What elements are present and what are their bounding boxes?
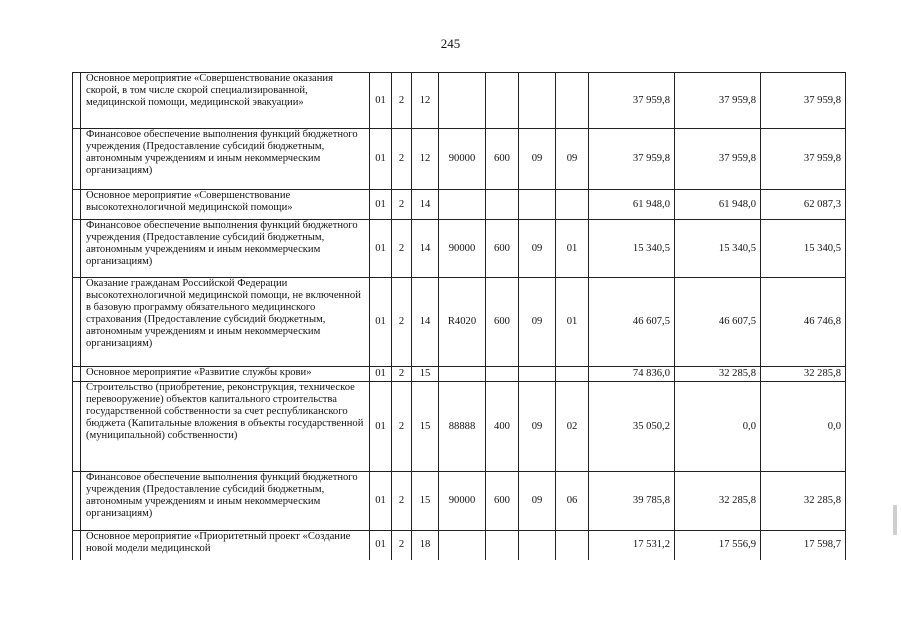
code-cell: 90000 (439, 472, 486, 531)
code-cell (486, 531, 519, 560)
code-cell: 09 (556, 129, 589, 190)
code-cell: 01 (556, 220, 589, 278)
code-cell: 2 (392, 73, 412, 129)
amount-cell: 15 340,5 (761, 220, 846, 278)
code-cell: 88888 (439, 382, 486, 472)
code-cell (519, 367, 556, 382)
description-cell: Оказание гражданам Российской Федерации высокотехнологичной медицинской помощи, не включенной в базовую программу обязательного медицинского страхования (Предоставление субсидий бюджетным, автономным учреждениям и иным некоммерческим организациям) (81, 278, 370, 367)
table-row (73, 382, 846, 472)
code-cell: 2 (392, 129, 412, 190)
code-cell (486, 73, 519, 129)
table-row (73, 278, 846, 367)
page-number: 245 (440, 36, 461, 51)
code-cell (439, 73, 486, 129)
code-cell: 01 (370, 129, 392, 190)
description-cell: Финансовое обеспечение выполнения функций бюджетного учреждения (Предоставление субсидий бюджетным, автономным учреждениям и иным некоммерческим организациям) (81, 220, 370, 278)
table-row (73, 531, 846, 560)
code-cell: 09 (519, 129, 556, 190)
amount-cell: 32 285,8 (761, 472, 846, 531)
margin-cell (73, 367, 81, 382)
code-cell: 2 (392, 531, 412, 560)
code-cell: 2 (392, 278, 412, 367)
table-row (73, 73, 846, 129)
margin-cell (73, 531, 81, 560)
description-cell: Основное мероприятие «Совершенствование высокотехнологичной медицинской помощи» (81, 190, 370, 220)
amount-cell: 37 959,8 (761, 73, 846, 129)
description-cell: Основное мероприятие «Приоритетный проект «Создание новой модели медицинской (81, 531, 370, 560)
amount-cell: 35 050,2 (589, 382, 675, 472)
description-cell: Основное мероприятие «Развитие службы крови» (81, 367, 370, 382)
code-cell: 01 (370, 73, 392, 129)
code-cell: 06 (556, 472, 589, 531)
amount-cell: 32 285,8 (761, 367, 846, 382)
code-cell: 09 (519, 472, 556, 531)
code-cell (519, 531, 556, 560)
description-cell: Финансовое обеспечение выполнения функций бюджетного учреждения (Предоставление субсидий бюджетным, автономным учреждениям и иным некоммерческим организациям) (81, 472, 370, 531)
code-cell (519, 73, 556, 129)
margin-cell (73, 382, 81, 472)
amount-cell: 37 959,8 (675, 73, 761, 129)
code-cell (486, 190, 519, 220)
code-cell: 14 (412, 190, 439, 220)
margin-cell (73, 190, 81, 220)
code-cell: 2 (392, 220, 412, 278)
code-cell (439, 367, 486, 382)
amount-cell: 37 959,8 (675, 129, 761, 190)
amount-cell: 46 746,8 (761, 278, 846, 367)
code-cell: 18 (412, 531, 439, 560)
code-cell: 600 (486, 278, 519, 367)
budget-table (72, 72, 846, 560)
scan-mark (893, 505, 897, 535)
code-cell (486, 367, 519, 382)
margin-cell (73, 129, 81, 190)
code-cell: 01 (370, 382, 392, 472)
code-cell: 400 (486, 382, 519, 472)
amount-cell: 0,0 (675, 382, 761, 472)
code-cell (439, 531, 486, 560)
amount-cell: 17 556,9 (675, 531, 761, 560)
amount-cell: 32 285,8 (675, 367, 761, 382)
amount-cell: 37 959,8 (589, 129, 675, 190)
code-cell: 2 (392, 472, 412, 531)
code-cell: 12 (412, 73, 439, 129)
amount-cell: 61 948,0 (589, 190, 675, 220)
code-cell (556, 531, 589, 560)
amount-cell: 62 087,3 (761, 190, 846, 220)
margin-cell (73, 73, 81, 129)
table-row (73, 190, 846, 220)
code-cell (556, 190, 589, 220)
code-cell: 600 (486, 220, 519, 278)
code-cell: 14 (412, 278, 439, 367)
table-row (73, 220, 846, 278)
margin-cell (73, 278, 81, 367)
code-cell (439, 190, 486, 220)
code-cell: R4020 (439, 278, 486, 367)
code-cell: 2 (392, 382, 412, 472)
amount-cell: 15 340,5 (675, 220, 761, 278)
code-cell (519, 190, 556, 220)
amount-cell: 37 959,8 (589, 73, 675, 129)
amount-cell: 37 959,8 (761, 129, 846, 190)
amount-cell: 17 598,7 (761, 531, 846, 560)
amount-cell: 39 785,8 (589, 472, 675, 531)
table-row (73, 472, 846, 531)
amount-cell: 74 836,0 (589, 367, 675, 382)
code-cell: 600 (486, 472, 519, 531)
code-cell: 15 (412, 382, 439, 472)
code-cell (556, 367, 589, 382)
description-cell: Строительство (приобретение, реконструкция, техническое перевооружение) объектов капитального строительства государственной собственности за счет республиканского бюджета (Капитальные вложения в объекты государственной (муниципальной) собственности) (81, 382, 370, 472)
code-cell: 2 (392, 190, 412, 220)
code-cell: 01 (370, 472, 392, 531)
code-cell: 2 (392, 367, 412, 382)
amount-cell: 46 607,5 (675, 278, 761, 367)
code-cell: 15 (412, 472, 439, 531)
code-cell: 01 (556, 278, 589, 367)
amount-cell: 32 285,8 (675, 472, 761, 531)
amount-cell: 61 948,0 (675, 190, 761, 220)
description-cell: Финансовое обеспечение выполнения функций бюджетного учреждения (Предоставление субсидий бюджетным, автономным учреждениям и иным некоммерческим организациям) (81, 129, 370, 190)
code-cell: 01 (370, 367, 392, 382)
amount-cell: 15 340,5 (589, 220, 675, 278)
code-cell: 01 (370, 220, 392, 278)
code-cell (556, 73, 589, 129)
code-cell: 15 (412, 367, 439, 382)
code-cell: 09 (519, 382, 556, 472)
code-cell: 02 (556, 382, 589, 472)
code-cell: 01 (370, 278, 392, 367)
code-cell: 01 (370, 190, 392, 220)
amount-cell: 46 607,5 (589, 278, 675, 367)
code-cell: 14 (412, 220, 439, 278)
code-cell: 12 (412, 129, 439, 190)
code-cell: 600 (486, 129, 519, 190)
code-cell: 90000 (439, 129, 486, 190)
table-row (73, 129, 846, 190)
amount-cell: 0,0 (761, 382, 846, 472)
code-cell: 09 (519, 278, 556, 367)
description-cell: Основное мероприятие «Совершенствование оказания скорой, в том числе скорой специализированной, медицинской помощи, медицинской эвакуации» (81, 73, 370, 129)
amount-cell: 17 531,2 (589, 531, 675, 560)
table-row (73, 367, 846, 382)
code-cell: 09 (519, 220, 556, 278)
margin-cell (73, 472, 81, 531)
margin-cell (73, 220, 81, 278)
code-cell: 01 (370, 531, 392, 560)
code-cell: 90000 (439, 220, 486, 278)
